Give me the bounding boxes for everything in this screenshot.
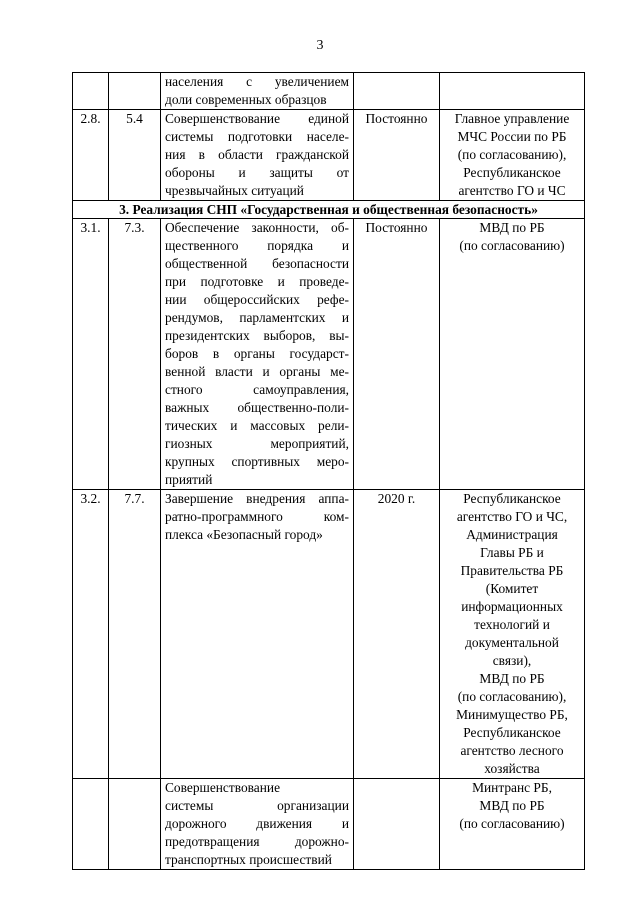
responsible-line: (по согласованию),	[457, 689, 567, 704]
responsible-line: (по согласованию),	[457, 147, 567, 162]
row-description	[161, 779, 354, 870]
description-line: президентских выборов, вы-	[165, 328, 349, 343]
row-subnumber	[109, 73, 161, 110]
description-line: системы подготовки населе-	[165, 129, 349, 144]
description-line: важных общественно-поли-	[165, 400, 349, 415]
responsible-line: МВД по РБ	[479, 220, 545, 235]
description-line: населения с увеличением	[165, 74, 349, 89]
row-description	[161, 110, 354, 201]
responsible-line: Минимущество РБ,	[456, 707, 568, 722]
responsible-line: Минтранс РБ,	[472, 780, 552, 795]
responsible-line: Главное управление	[454, 111, 570, 126]
responsible-line: агентство ГО и ЧС,	[456, 509, 568, 524]
row-number: 3.2.	[73, 490, 109, 779]
table-row	[73, 73, 585, 110]
description-line: предотвращения дорожно-	[165, 834, 349, 849]
row-number: 3.1.	[73, 219, 109, 490]
description-line: плекса «Безопасный город»	[165, 527, 323, 542]
row-number	[73, 779, 109, 870]
row-term	[354, 73, 440, 110]
description-line: обороны и защиты от	[165, 165, 349, 180]
description-line: щественного порядка и	[165, 238, 349, 253]
responsible-line: Республиканское	[463, 491, 561, 506]
measures-table	[72, 72, 585, 870]
responsible-line: Республиканское	[463, 725, 561, 740]
row-responsible	[440, 490, 585, 779]
responsible-line: агентство лесного	[460, 743, 564, 758]
description-line: Завершение внедрения аппа-	[165, 491, 349, 506]
row-term	[354, 779, 440, 870]
row-description	[161, 490, 354, 779]
description-line: транспортных происшествий	[165, 852, 332, 867]
row-responsible	[440, 73, 585, 110]
responsible-line: информационных	[461, 599, 563, 614]
description-line: чрезвычайных ситуаций	[165, 183, 304, 198]
description-line: дорожного движения и	[165, 816, 349, 831]
row-subnumber: 7.3.	[109, 219, 161, 490]
description-line: при подготовке и проведе-	[165, 274, 349, 289]
responsible-line: Правительства РБ	[460, 563, 564, 578]
description-line: стного самоуправления,	[165, 382, 349, 397]
description-line: гиозных мероприятий,	[165, 436, 349, 451]
section-title: 3. Реализация СНП «Государственная и общественная безопасность»	[73, 201, 585, 219]
responsible-line: МЧС России по РБ	[457, 129, 567, 144]
responsible-line: МВД по РБ	[479, 671, 545, 686]
row-term: Постоянно	[354, 110, 440, 201]
row-description	[161, 219, 354, 490]
responsible-line: Администрация	[466, 527, 558, 542]
description-line: крупных спортивных меро-	[165, 454, 349, 469]
description-line: общественной безопасности	[165, 256, 349, 271]
section-header-row	[73, 201, 585, 219]
table-row	[73, 779, 585, 870]
responsible-line: (по согласованию)	[459, 816, 565, 831]
responsible-line: агентство ГО и ЧС	[458, 183, 566, 198]
description-line: доли современных образцов	[165, 92, 327, 107]
description-line: нии общероссийских рефе-	[165, 292, 349, 307]
row-number	[73, 73, 109, 110]
measures-table-body	[73, 73, 585, 870]
description-line: приятий	[165, 472, 213, 487]
description-line: Обеспечение законности, об-	[165, 220, 349, 235]
responsible-line: технологий и	[474, 617, 550, 632]
row-responsible	[440, 219, 585, 490]
description-line: тических и массовых рели-	[165, 418, 349, 433]
responsible-line: Республиканское	[463, 165, 561, 180]
responsible-line: документальной	[465, 635, 559, 650]
row-term: Постоянно	[354, 219, 440, 490]
responsible-line: Главы РБ и	[480, 545, 544, 560]
row-subnumber	[109, 779, 161, 870]
description-line: рендумов, парламентских и	[165, 310, 349, 325]
responsible-line: связи),	[492, 653, 532, 668]
row-subnumber: 7.7.	[109, 490, 161, 779]
table-row	[73, 219, 585, 490]
description-line: ния в области гражданской	[165, 147, 349, 162]
description-line: ратно-программного ком-	[165, 509, 349, 524]
row-subnumber: 5.4	[109, 110, 161, 201]
row-description	[161, 73, 354, 110]
row-responsible	[440, 779, 585, 870]
row-term: 2020 г.	[354, 490, 440, 779]
page-number: 3	[316, 38, 324, 53]
description-line: системы организации	[165, 798, 349, 813]
responsible-line: (Комитет	[485, 581, 539, 596]
responsible-line: МВД по РБ	[479, 798, 545, 813]
table-row	[73, 110, 585, 201]
description-line: Совершенствование единой	[165, 111, 349, 126]
row-responsible	[440, 110, 585, 201]
responsible-line: (по согласованию)	[459, 238, 565, 253]
table-row	[73, 490, 585, 779]
description-line: боров в органы государст-	[165, 346, 349, 361]
responsible-line: хозяйства	[484, 761, 540, 776]
description-line: венной власти и органы ме-	[165, 364, 349, 379]
description-line: Совершенствование	[165, 780, 281, 795]
row-number: 2.8.	[73, 110, 109, 201]
